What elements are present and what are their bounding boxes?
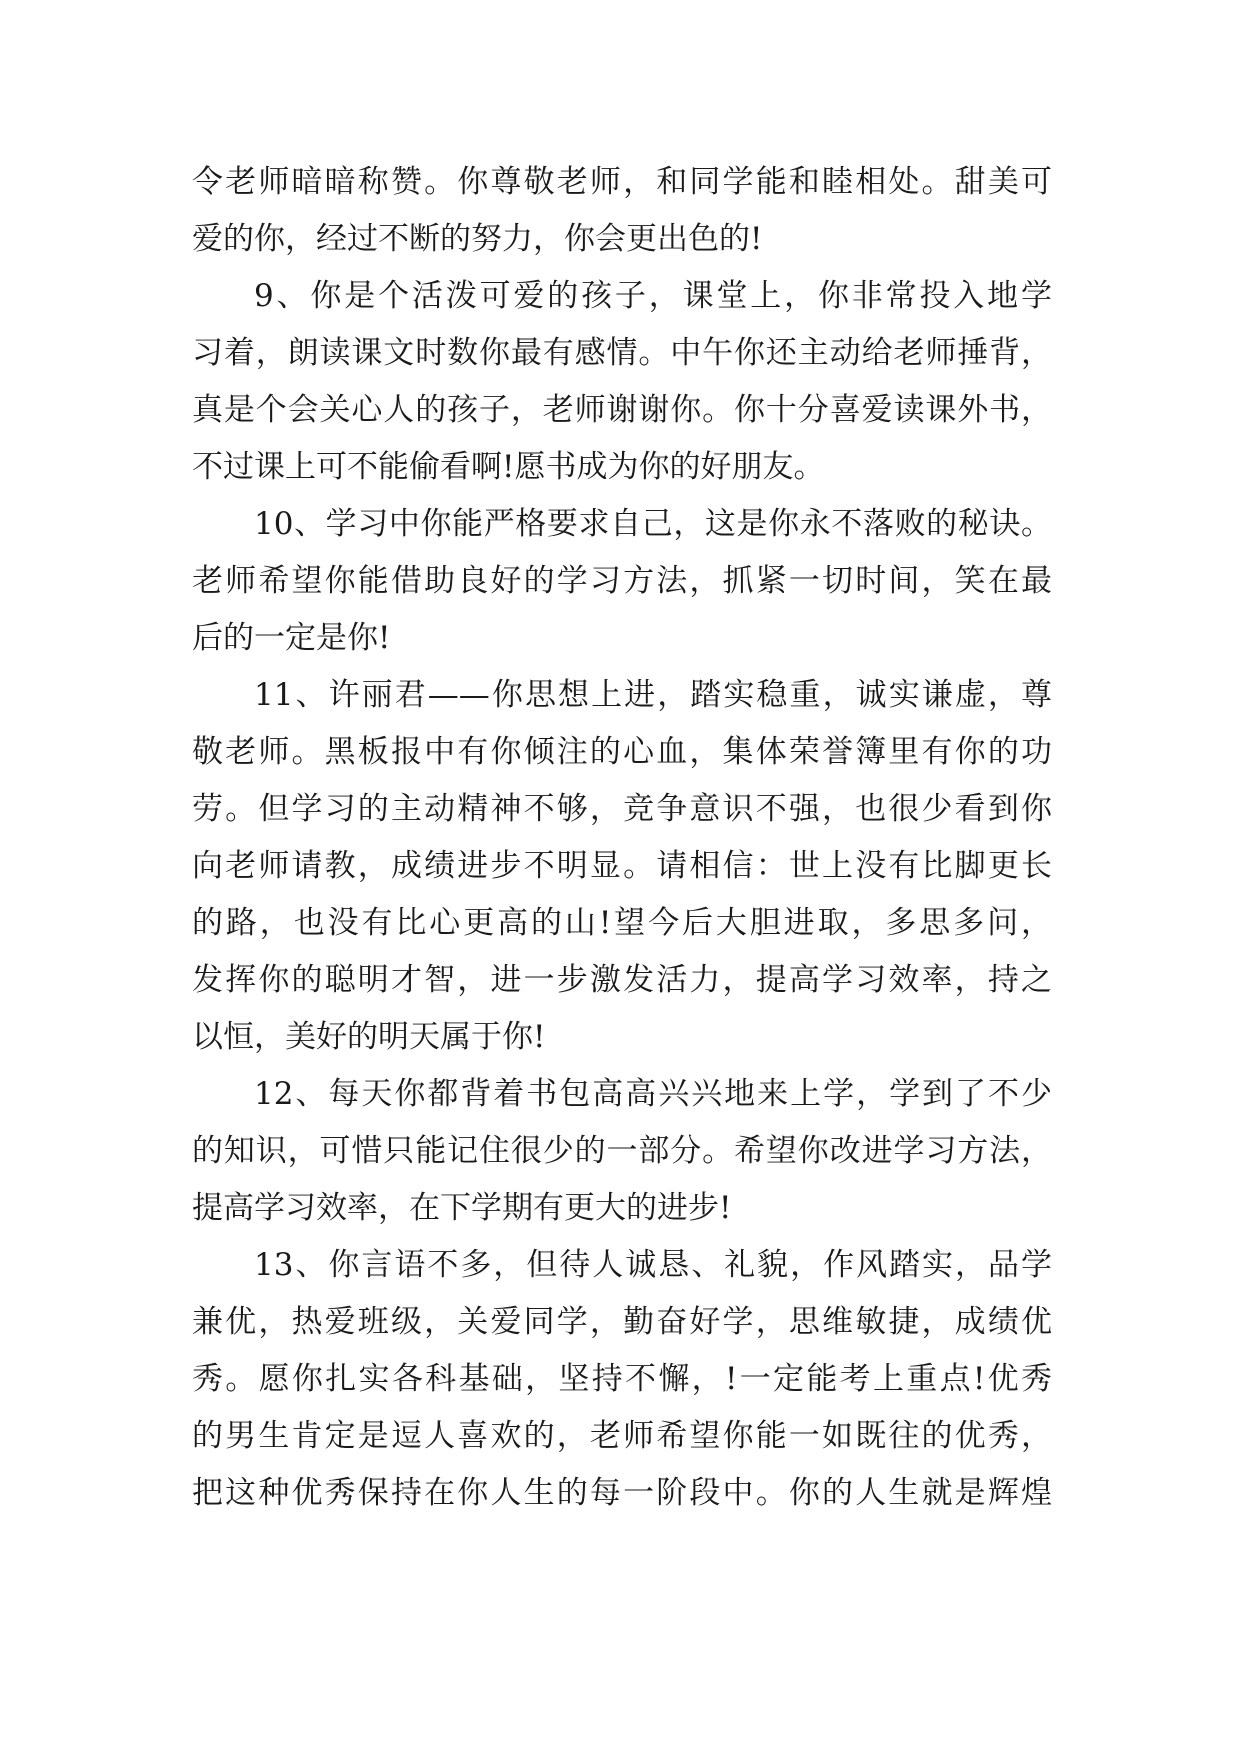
text-line: 的路，也没有比心更高的山!望今后大胆进取，多思多问，: [192, 905, 1052, 941]
text-line: 的知识，可惜只能记住很少的一部分。希望你改进学习方法，: [192, 1133, 1052, 1169]
text-line: 以恒，美好的明天属于你!: [192, 1019, 546, 1055]
text-line: 把这种优秀保持在你人生的每一阶段中。你的人生就是辉煌: [192, 1475, 1052, 1511]
text-line: 秀。愿你扎实各科基础，坚持不懈，!一定能考上重点!优秀: [192, 1361, 1052, 1397]
text-line: 后的一定是你!: [192, 620, 391, 656]
text-line: 敬老师。黑板报中有你倾注的心血，集体荣誉簿里有你的功: [192, 734, 1052, 770]
text-line: 爱的你，经过不断的努力，你会更出色的!: [192, 221, 763, 257]
text-line: 发挥你的聪明才智，进一步激发活力，提高学习效率，持之: [192, 962, 1052, 998]
text-line: 老师希望你能借助良好的学习方法，抓紧一切时间，笑在最: [192, 563, 1052, 599]
paragraph-9-line: 9、你是个活泼可爱的孩子，课堂上，你非常投入地学: [254, 278, 1052, 314]
text-line: 提高学习效率，在下学期有更大的进步!: [192, 1190, 732, 1226]
text-line: 习着，朗读课文时数你最有感情。中午你还主动给老师捶背，: [192, 335, 1052, 371]
paragraph-11-line: 11、许丽君——你思想上进，踏实稳重，诚实谦虚，尊: [254, 677, 1052, 713]
text-line: 令老师暗暗称赞。你尊敬老师，和同学能和睦相处。甜美可: [192, 164, 1052, 200]
paragraph-13-line: 13、你言语不多，但待人诚恳、礼貌，作风踏实，品学: [254, 1247, 1052, 1283]
text-line: 真是个会关心人的孩子，老师谢谢你。你十分喜爱读课外书，: [192, 392, 1052, 428]
text-line: 兼优，热爱班级，关爱同学，勤奋好学，思维敏捷，成绩优: [192, 1304, 1052, 1340]
text-line: 的男生肯定是逗人喜欢的，老师希望你能一如既往的优秀，: [192, 1418, 1052, 1454]
paragraph-12-line: 12、每天你都背着书包高高兴兴地来上学，学到了不少: [254, 1076, 1052, 1112]
text-line: 不过课上可不能偷看啊!愿书成为你的好朋友。: [192, 449, 825, 485]
paragraph-10-line: 10、学习中你能严格要求自己，这是你永不落败的秘诀。: [254, 506, 1052, 542]
text-line: 劳。但学习的主动精神不够，竞争意识不强，也很少看到你: [192, 791, 1052, 827]
text-line: 向老师请教，成绩进步不明显。请相信：世上没有比脚更长: [192, 848, 1052, 884]
